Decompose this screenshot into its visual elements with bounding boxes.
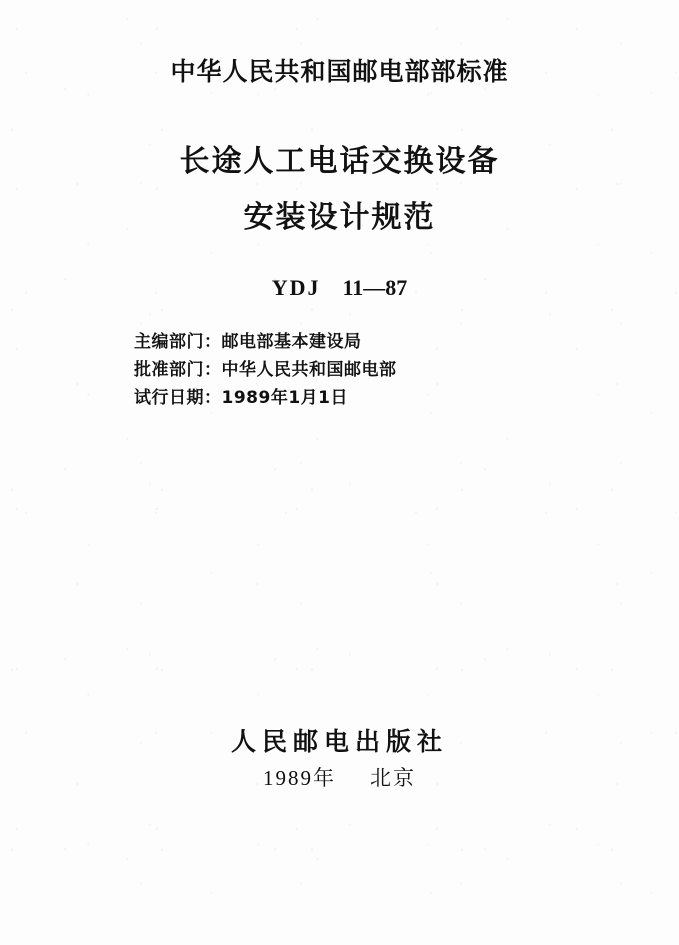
publication-year: 1989年 (263, 766, 336, 790)
meta-label-chief-department: 主编部门： (134, 332, 222, 352)
meta-value-chief-department: 邮电部基本建设局 (221, 332, 362, 352)
standard-code-prefix: YDJ (271, 275, 321, 300)
meta-value-approving-department: 中华人民共和国邮电部 (221, 360, 397, 380)
meta-value-effective-date: 1989年1月1日 (221, 388, 348, 408)
publication-place: 北京 (370, 766, 416, 790)
standard-code-number: 11—87 (342, 275, 408, 300)
meta-label-approving-department: 批准部门： (134, 360, 222, 380)
standard-code (0, 275, 679, 301)
metadata-block (134, 328, 397, 412)
meta-row-effective-date (134, 384, 397, 412)
title-line-1: 长途人工电话交换设备 (179, 144, 500, 179)
title-line-2: 安装设计规范 (243, 200, 436, 235)
publisher-name: 人民邮电出版社 (230, 727, 448, 756)
meta-label-effective-date: 试行日期： (134, 388, 222, 408)
meta-row-chief-department (134, 328, 397, 356)
meta-row-approving-department (134, 356, 397, 384)
imprint (0, 762, 679, 792)
issuing-authority: 中华人民共和国邮电部部标准 (170, 57, 509, 86)
page-title (0, 140, 679, 240)
